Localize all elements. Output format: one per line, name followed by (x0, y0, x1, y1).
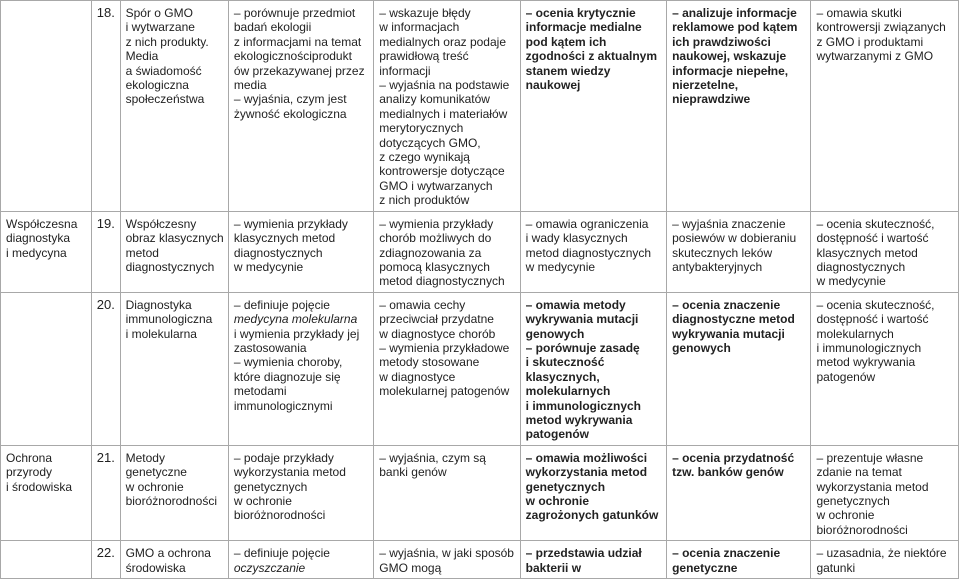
requirement-extended: – omawia cechy przeciwciał przydatne w diagnostyce chorób – wymienia przykładowe metody stosowane w diagnostyce molekularnej patogenów (374, 292, 520, 445)
requirement-excellent: – prezentuje własne zdanie na temat wykorzystania metod genetycznych w ochronie bioróżnorodności (811, 445, 959, 540)
requirement-full: – wyjaśnia znaczenie posiewów w dobieraniu skutecznych leków antybakteryjnych (667, 211, 811, 292)
term-emphasis: oczyszczanie (233, 560, 306, 575)
table-row (1, 445, 959, 540)
requirement-extended: – wyjaśnia, w jaki sposób GMO mogą (374, 541, 520, 579)
requirement-extended: – wymienia przykłady chorób możliwych do zdiagnozowania za pomocą klasycznych metod diagnostycznych (374, 211, 520, 292)
section-cell (1, 541, 92, 579)
table-row (1, 211, 959, 292)
requirement-advanced: – omawia możliwości wykorzystania metod genetycznych w ochronie zagrożonych gatunków (520, 445, 666, 540)
requirement-full: – ocenia znaczenie genetyczne (667, 541, 811, 579)
requirement-advanced: – ocenia krytycznie informacje medialne pod kątem ich zgodności z aktualnym stanem wiedzy naukowej (520, 1, 666, 212)
table-row (1, 1, 959, 212)
requirement-text: i wymienia przykłady jej zastosowania – wymienia choroby, które diagnozuje się metodami immunologicznymi (233, 326, 360, 413)
requirement-advanced: – przedstawia udział bakterii w (520, 541, 666, 579)
requirement-excellent: – omawia skutki kontrowersji związanych z GMO i produktami wytwarzanymi z GMO (811, 1, 959, 212)
requirement-extended: – wyjaśnia, czym są banki genów (374, 445, 520, 540)
section-cell (1, 1, 92, 212)
section-cell: Współczesna diagnostyka i medycyna (1, 211, 92, 292)
requirement-advanced: – omawia metody wykrywania mutacji genowych – porównuje zasadę i skuteczność klasycznych, molekularnych i immunologicznych metod wykrywania patogenów (520, 292, 666, 445)
lesson-number: 18. (91, 1, 120, 212)
requirement-advanced: – omawia ograniczenia i wady klasycznych metod diagnostycznych w medycynie (520, 211, 666, 292)
lesson-topic: GMO a ochrona środowiska (120, 541, 228, 579)
lesson-topic: Spór o GMO i wytwarzane z nich produkty. Media a świadomość ekologiczna społeczeństwa (120, 1, 228, 212)
lesson-number: 21. (91, 445, 120, 540)
requirement-full: – analizuje informacje reklamowe pod kątem ich prawdziwości naukowej, wskazuje informacje niepełne, nierzetelne, nieprawdziwe (667, 1, 811, 212)
table-row (1, 292, 959, 445)
requirement-full: – ocenia znaczenie diagnostyczne metod wykrywania mutacji genowych (667, 292, 811, 445)
requirement-basic: – porównuje przedmiot badań ekologii z informacjami na temat ekologicznościprodukt ów przekazywanej przez media – wyjaśnia, czym jest żywność ekologiczna (228, 1, 373, 212)
table-row (1, 541, 959, 579)
requirement-excellent: – ocenia skuteczność, dostępność i wartość klasycznych metod diagnostycznych w medycynie (811, 211, 959, 292)
requirement-basic (228, 292, 373, 445)
section-cell: Ochrona przyrody i środowiska (1, 445, 92, 540)
requirement-excellent: – uzasadnia, że niektóre gatunki (811, 541, 959, 579)
requirement-text: – definiuje pojęcie (233, 546, 330, 561)
requirement-basic: – wymienia przykłady klasycznych metod diagnostycznych w medycynie (228, 211, 373, 292)
lesson-topic: Metody genetyczne w ochronie bioróżnorodności (120, 445, 228, 540)
requirement-text: – definiuje pojęcie (233, 297, 330, 312)
section-cell (1, 292, 92, 445)
requirement-extended: – wskazuje błędy w informacjach medialnych oraz podaje prawidłową treść informacji – wyjaśnia na podstawie analizy komunikatów medialnych i materiałów merytorycznych dotyczących GMO, z czego wynikają kontrowersje dotyczące GMO i wytwarzanych z nich produktów (374, 1, 520, 212)
requirement-basic (228, 541, 373, 579)
lesson-topic: Współczesny obraz klasycznych metod diagnostycznych (120, 211, 228, 292)
lesson-number: 19. (91, 211, 120, 292)
requirement-basic: – podaje przykłady wykorzystania metod genetycznych w ochronie bioróżnorodności (228, 445, 373, 540)
term-emphasis: medycyna molekularna (233, 312, 358, 327)
lesson-topic: Diagnostyka immunologiczna i molekularna (120, 292, 228, 445)
requirement-excellent: – ocenia skuteczność, dostępność i wartość molekularnych i immunologicznych metod wykrywania patogenów (811, 292, 959, 445)
requirement-full: – ocenia przydatność tzw. banków genów (667, 445, 811, 540)
lesson-number: 20. (91, 292, 120, 445)
lesson-number: 22. (91, 541, 120, 579)
